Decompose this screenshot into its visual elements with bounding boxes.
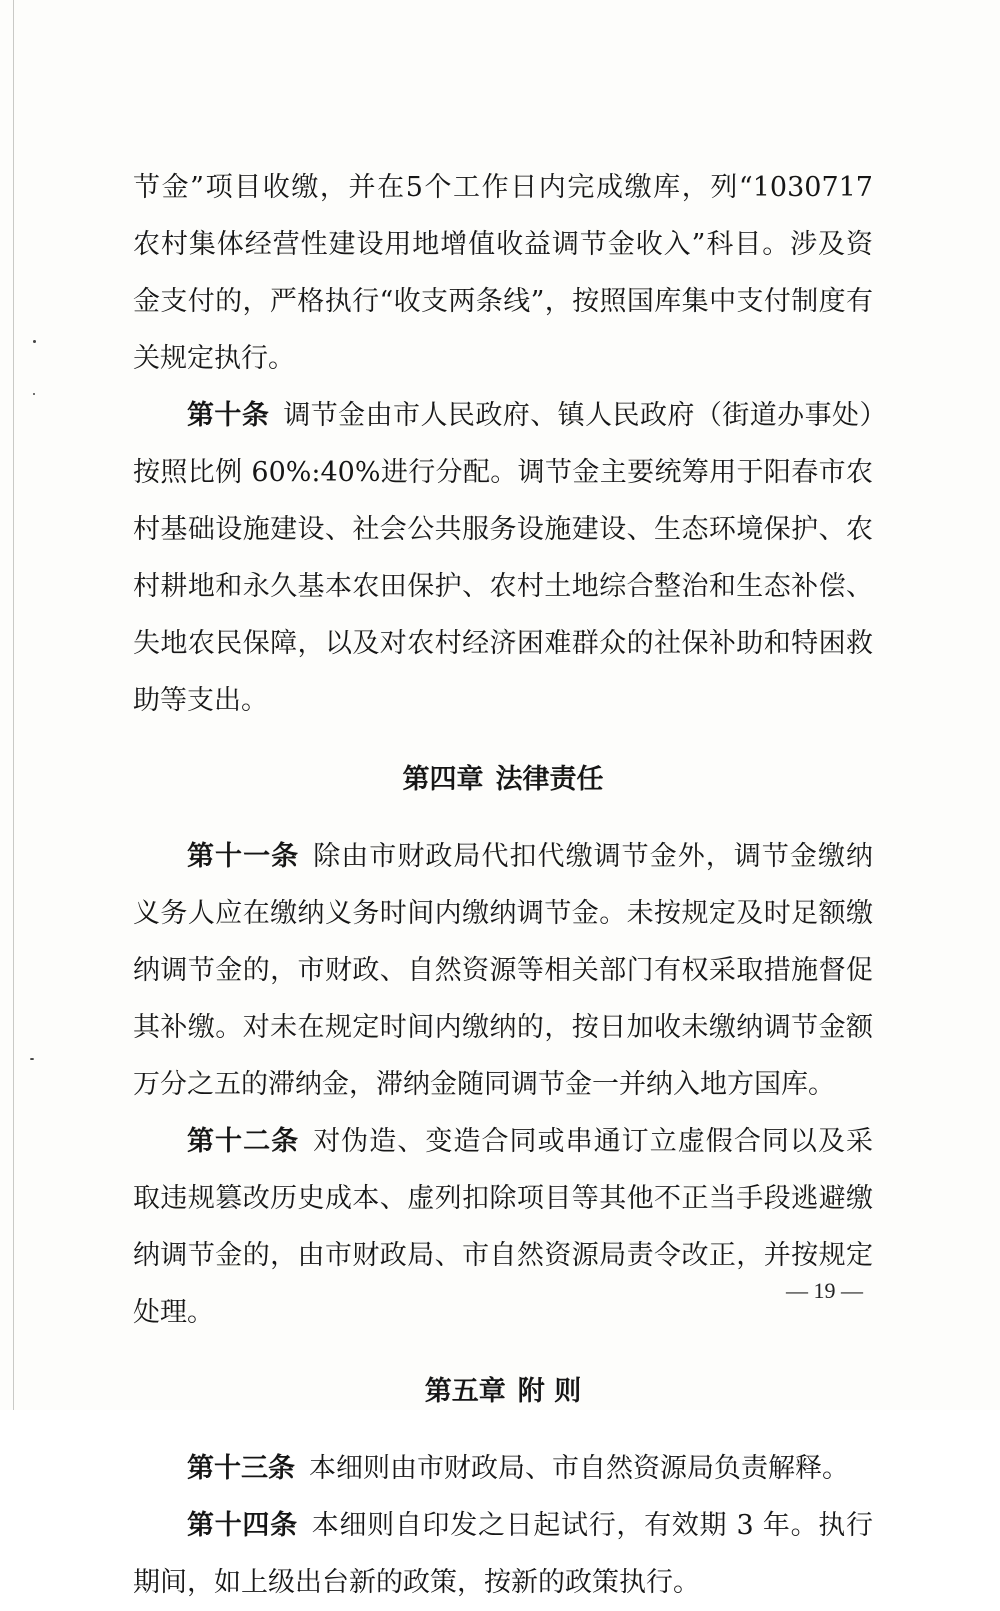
article-13-text: 本细则由市财政局、市自然资源局负责解释。	[309, 1453, 849, 1484]
article-12-text: 对伪造、变造合同或串通订立虚假合同以及采取违规篡改历史成本、虚列扣除项目等其他不正当手段逃避缴纳调节金的，由市财政局、市自然资源局责令改正，并按规定处理。	[133, 1126, 874, 1328]
article-13-heading: 第十三条	[187, 1453, 295, 1484]
article-11-text: 除由市财政局代扣代缴调节金外，调节金缴纳义务人应在缴纳义务时间内缴纳调节金。未按规定及时足额缴纳调节金的，市财政、自然资源等相关部门有权采取措施督促其补缴。对未在规定时间内缴纳的，按日加收未缴纳调节金额万分之五的滞纳金，滞纳金随同调节金一并纳入地方国库。	[133, 841, 874, 1100]
article-14-text: 本细则自印发之日起试行，有效期 3 年。执行期间，如上级出台新的政策，按新的政策执行。	[133, 1510, 874, 1598]
paragraph-continuation: 节金”项目收缴，并在5个工作日内完成缴库，列“1030717 农村集体经营性建设用地增值收益调节金收入”科目。涉及资金支付的，严格执行“收支两条线”，按照国库集中支付制度有关规定执行。	[133, 172, 873, 374]
article-11-heading: 第十一条	[187, 841, 300, 872]
chapter-4-title: 法律责任	[495, 764, 604, 795]
article-14-heading: 第十四条	[187, 1510, 298, 1541]
chapter-4-heading	[133, 751, 873, 808]
chapter-5-heading	[133, 1363, 873, 1420]
article-10	[133, 387, 873, 729]
scan-edge-line	[13, 0, 14, 1410]
article-13	[133, 1440, 873, 1497]
article-11	[133, 828, 873, 1113]
article-14	[133, 1497, 873, 1611]
article-10-heading: 第十条	[187, 400, 270, 431]
article-10-text: 调节金由市人民政府、镇人民政府（街道办事处）按照比例 60%:40%进行分配。调节金主要统筹用于阳春市农村基础设施建设、社会公共服务设施建设、生态环境保护、农村耕地和永久基本农田保护、农村土地综合整治和生态补偿、失地农民保障，以及对农村经济困难群众的社保补助和特困救助等支出。	[133, 400, 873, 716]
article-12-heading: 第十二条	[187, 1126, 300, 1157]
document-body	[133, 159, 873, 1611]
scan-speck	[33, 340, 36, 343]
chapter-4-number: 第四章	[402, 764, 484, 795]
article-12	[133, 1113, 873, 1341]
scan-speck	[30, 1058, 34, 1060]
page-number: — 19 —	[786, 1278, 863, 1303]
chapter-5-title: 附 则	[517, 1376, 582, 1407]
scan-speck	[33, 393, 35, 395]
chapter-5-number: 第五章	[424, 1376, 506, 1407]
